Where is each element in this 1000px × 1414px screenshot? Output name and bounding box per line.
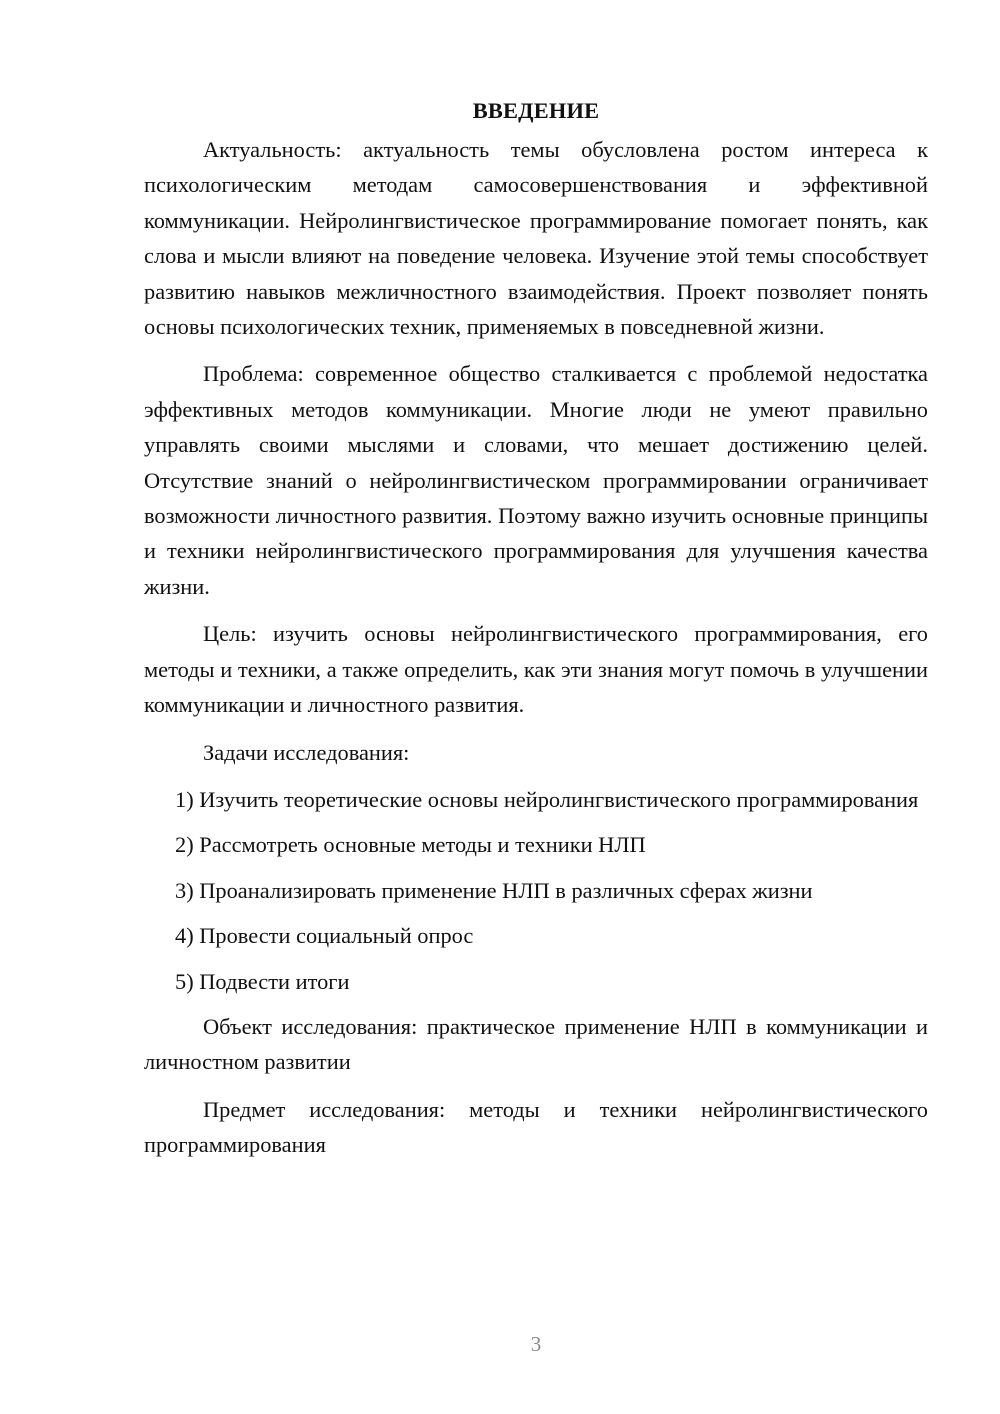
paragraph-goal: Цель: изучить основы нейролингвистического программирования, его методы и техники, а также определить, как эти знания могут помочь в улучшении коммуникации и личностного развития. xyxy=(144,621,928,718)
page-number: 3 xyxy=(530,1332,542,1356)
paragraph-problem: Проблема: современное общество сталкивается с проблемой недостатка эффективных методов коммуникации. Многие люди не умеют правильно управлять своими мыслями и словами, что мешает достижению целей. Отсутствие знаний о нейролингвистическом программировании ограничивает возможности личностного развития. Поэтому важно изучить основные принципы и техники нейролингвистического программирования для улучшения качества жизни. xyxy=(144,361,928,599)
list-item: 2) Рассмотреть основные методы и техники НЛП xyxy=(175,832,646,858)
paragraph-object: Объект исследования: практическое применение НЛП в коммуникации и личностном развитии xyxy=(144,1013,928,1075)
paragraph-relevance: Актуальность: актуальность темы обусловлена ростом интереса к психологическим методам самосовершенствования и эффективной коммуникации. Нейролингвистическое программирование помогает понять, как слова и мысли влияют на поведение человека. Изучение этой темы способствует развитию навыков межличностного взаимодействия. Проект позволяет понять основы психологических техник, применяемых в повседневной жизни. xyxy=(144,137,928,340)
page-content xyxy=(144,92,928,1175)
paragraph-tasks-intro: Задачи исследования: xyxy=(203,739,410,765)
tasks-list xyxy=(144,782,928,999)
list-item: 4) Провести социальный опрос xyxy=(175,923,474,949)
list-item: 3) Проанализировать применение НЛП в различных сферах жизни xyxy=(175,877,813,903)
list-item: 5) Подвести итоги xyxy=(175,968,350,994)
list-item: 1) Изучить теоретические основы нейролингвистического программирования xyxy=(175,786,919,812)
paragraph-subject: Предмет исследования: методы и техники нейролингвистического программирования xyxy=(144,1096,928,1158)
section-heading: ВВЕДЕНИЕ xyxy=(472,98,600,123)
